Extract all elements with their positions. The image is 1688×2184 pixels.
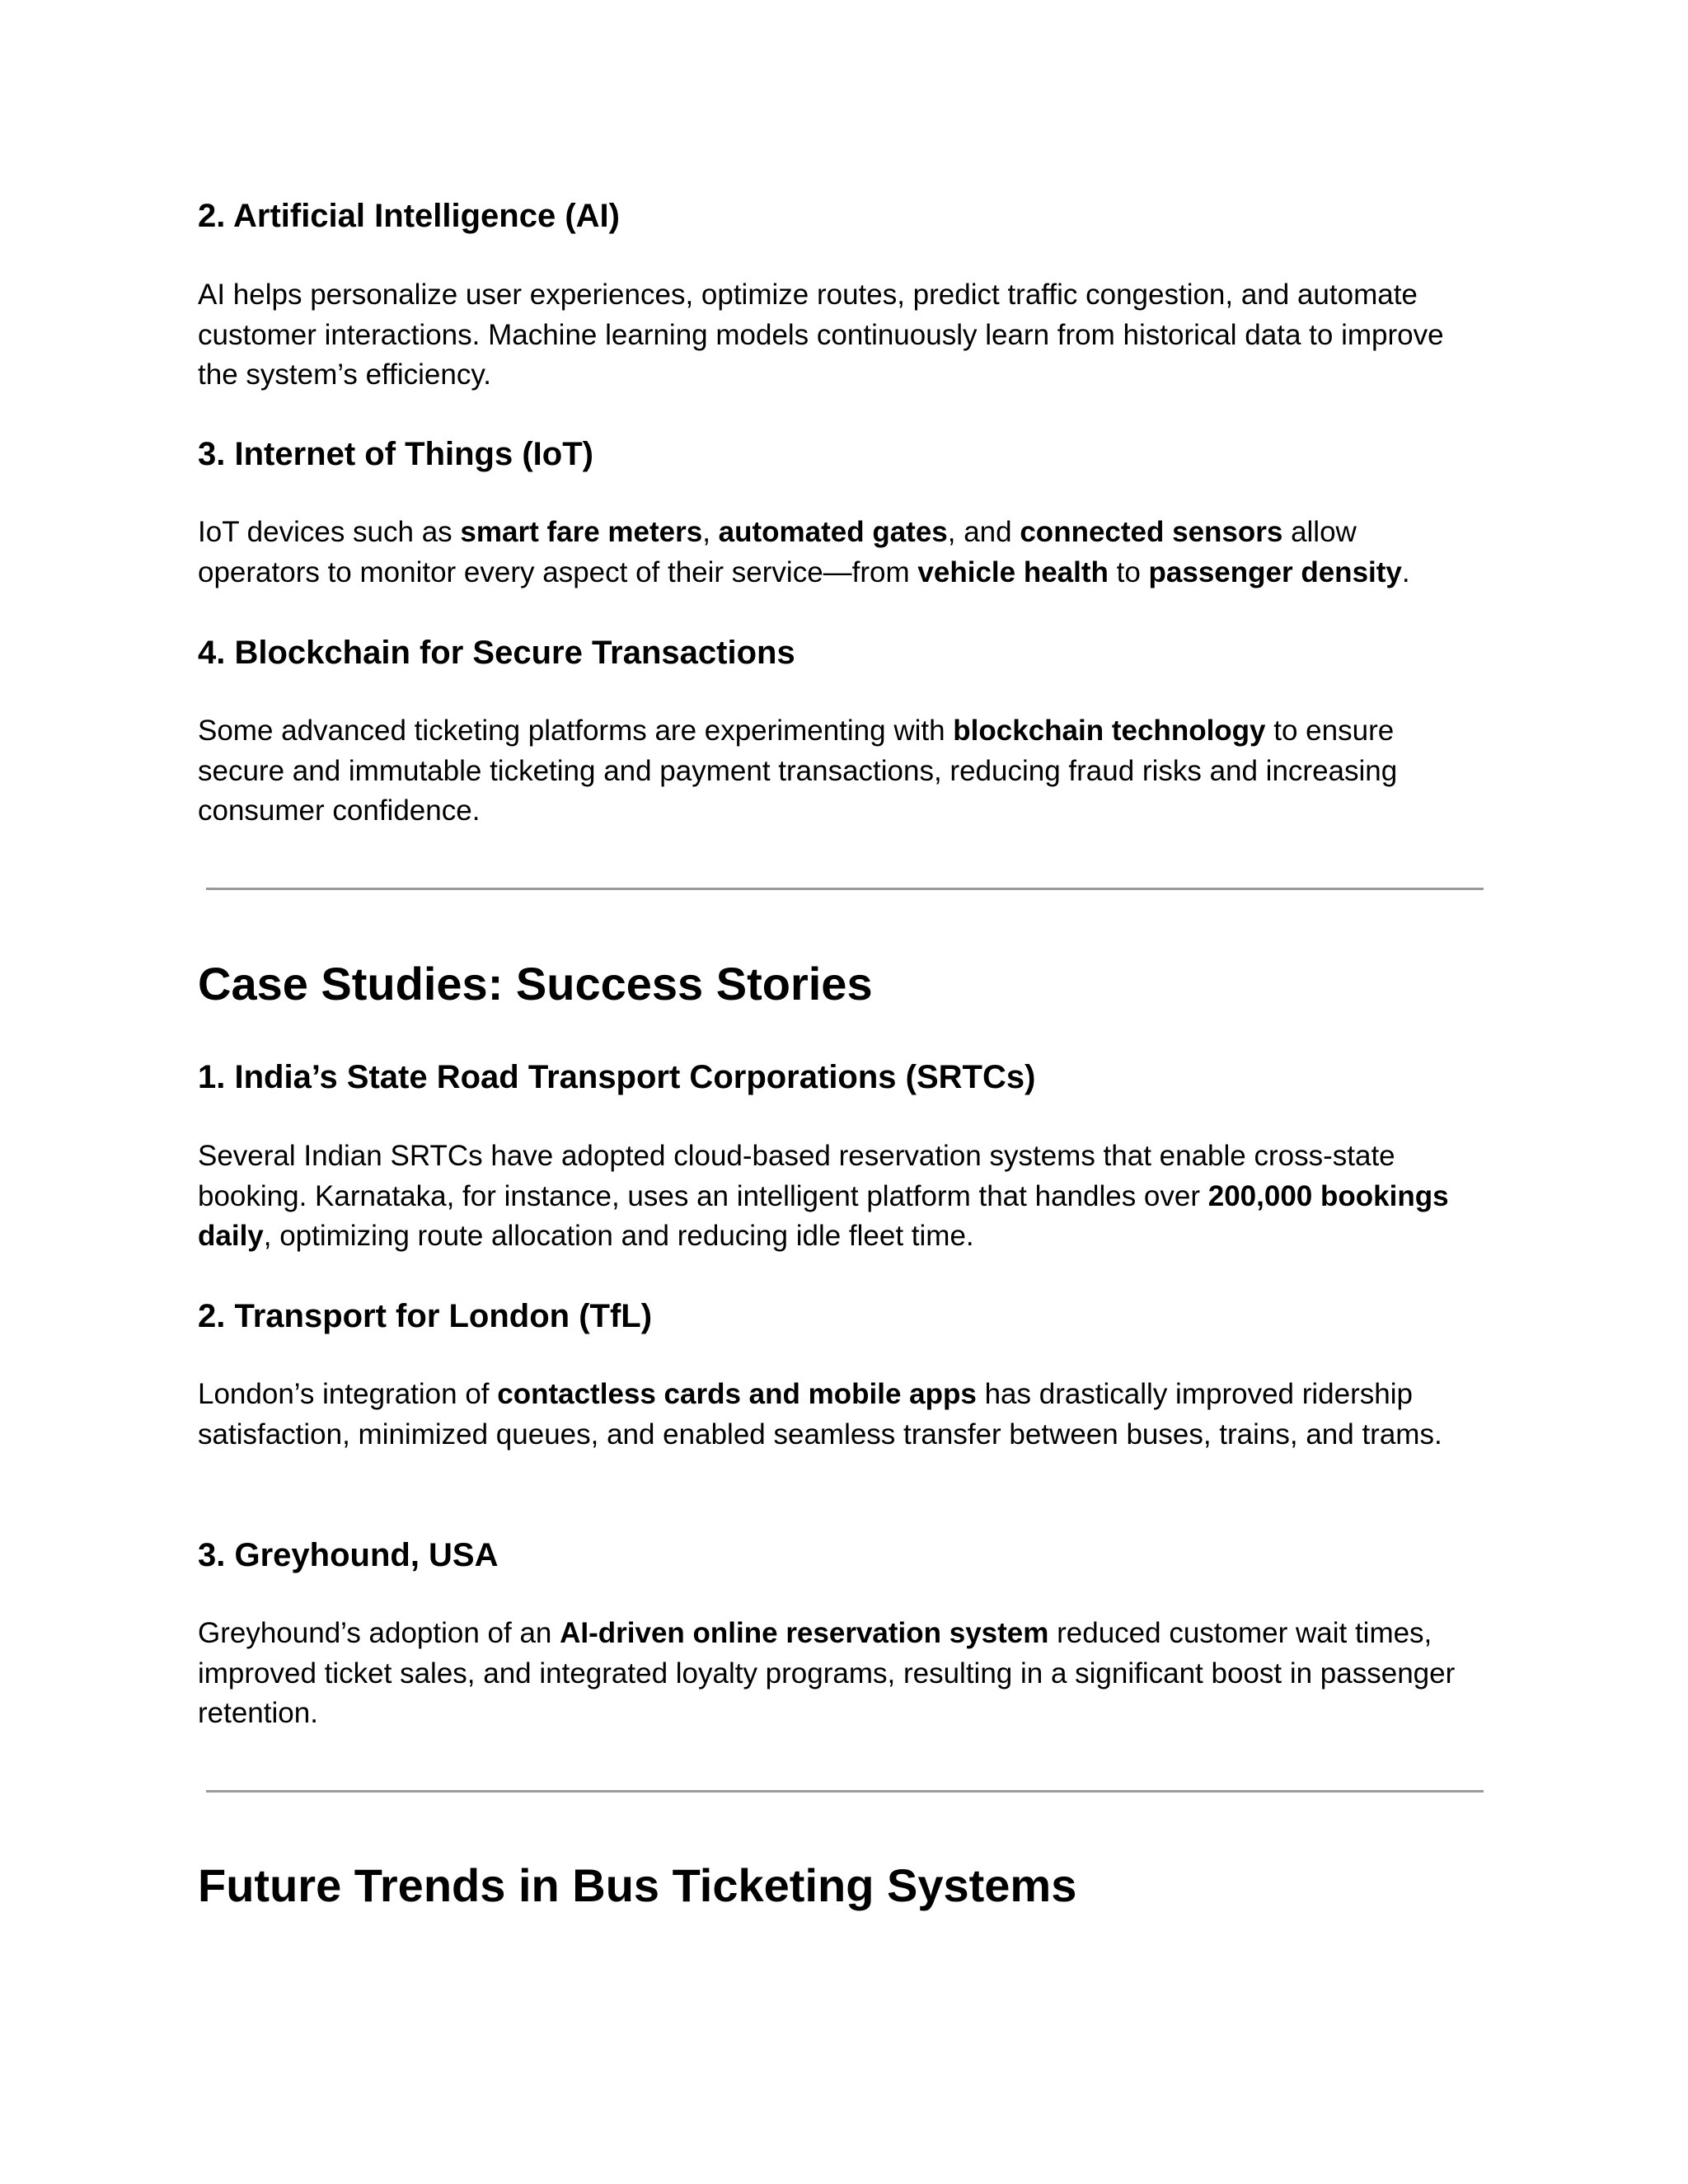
- iot-bold-5: passenger density: [1148, 555, 1402, 588]
- future-trends-title-block: [198, 1858, 1484, 1913]
- greyhound-bold-1: AI-driven online reservation system: [560, 1617, 1049, 1649]
- srtc-text-1: Several Indian SRTCs have adopted cloud-based reservation systems that enable cross-state booking. Karnataka, for instance, uses an intelligent platform that handles over: [198, 1140, 1395, 1212]
- iot-section: [198, 434, 1484, 474]
- iot-bold-3: connected sensors: [1020, 516, 1283, 548]
- srtc-bold-1: 200,000 bookings daily: [198, 1179, 1449, 1252]
- tfl-text-2: has drastically improved ridership satisfaction, minimized queues, and enabled seamless transfer between buses, trains, and trams.: [198, 1378, 1442, 1451]
- iot-paragraph: [198, 513, 1484, 593]
- ai-paragraph: AI helps personalize user experiences, optimize routes, predict traffic congestion, and automate customer interactions. Machine learning models continuously learn from historical data to improve the system’s efficiency.: [198, 279, 1444, 391]
- greyhound-paragraph: [198, 1614, 1484, 1734]
- greyhound-heading: 3. Greyhound, USA: [198, 1537, 499, 1573]
- tfl-section: [198, 1296, 1484, 1336]
- iot-paragraph-block: [198, 513, 1484, 593]
- iot-text-1: IoT devices such as: [198, 516, 461, 548]
- greyhound-text-1: Greyhound’s adoption of an: [198, 1617, 560, 1649]
- blockchain-text-1: Some advanced ticketing platforms are experimenting with: [198, 715, 954, 747]
- case-studies-title: Case Studies: Success Stories: [198, 958, 873, 1010]
- future-trends-title: Future Trends in Bus Ticketing Systems: [198, 1859, 1077, 1911]
- tfl-paragraph: [198, 1375, 1484, 1455]
- blockchain-heading: 4. Blockchain for Secure Transactions: [198, 635, 795, 671]
- iot-text-6: .: [1401, 555, 1410, 588]
- tfl-paragraph-block: [198, 1375, 1484, 1455]
- ai-paragraph-block: [198, 275, 1484, 396]
- ai-section: [198, 196, 1484, 236]
- horizontal-divider: [206, 888, 1484, 890]
- ai-heading: 2. Artificial Intelligence (AI): [198, 198, 620, 234]
- blockchain-paragraph: [198, 711, 1484, 832]
- greyhound-text-2: reduced customer wait times, improved ticket sales, and integrated loyalty programs, resulting in a significant boost in passenger retention.: [198, 1617, 1456, 1729]
- tfl-heading: 2. Transport for London (TfL): [198, 1298, 653, 1334]
- blockchain-text-2: to ensure secure and immutable ticketing and payment transactions, reducing fraud risks and increasing consumer confidence.: [198, 715, 1398, 827]
- iot-bold-4: vehicle health: [917, 555, 1109, 588]
- case-studies-title-block: [198, 956, 1484, 1011]
- srtc-text-2: , optimizing route allocation and reducing idle fleet time.: [263, 1220, 974, 1252]
- tfl-bold-1: contactless cards and mobile apps: [497, 1378, 977, 1410]
- horizontal-divider: [206, 1790, 1484, 1793]
- srtc-paragraph-block: [198, 1137, 1484, 1257]
- iot-bold-1: smart fare meters: [460, 516, 703, 548]
- srtc-paragraph: [198, 1137, 1484, 1257]
- greyhound-paragraph-block: [198, 1614, 1484, 1734]
- iot-text-4: allow operators to monitor every aspect of their service—from: [198, 516, 1357, 588]
- tfl-text-1: London’s integration of: [198, 1378, 498, 1410]
- srtc-heading: 1. India’s State Road Transport Corporations (SRTCs): [198, 1059, 1036, 1095]
- blockchain-paragraph-block: [198, 711, 1484, 832]
- greyhound-section: [198, 1535, 1484, 1575]
- iot-text-3: , and: [947, 516, 1020, 548]
- iot-heading: 3. Internet of Things (IoT): [198, 436, 593, 472]
- iot-text-5: to: [1108, 555, 1149, 588]
- srtc-section: [198, 1057, 1484, 1097]
- iot-bold-2: automated gates: [718, 516, 948, 548]
- blockchain-bold-1: blockchain technology: [953, 715, 1266, 747]
- iot-text-2: ,: [702, 516, 719, 548]
- blockchain-section: [198, 633, 1484, 673]
